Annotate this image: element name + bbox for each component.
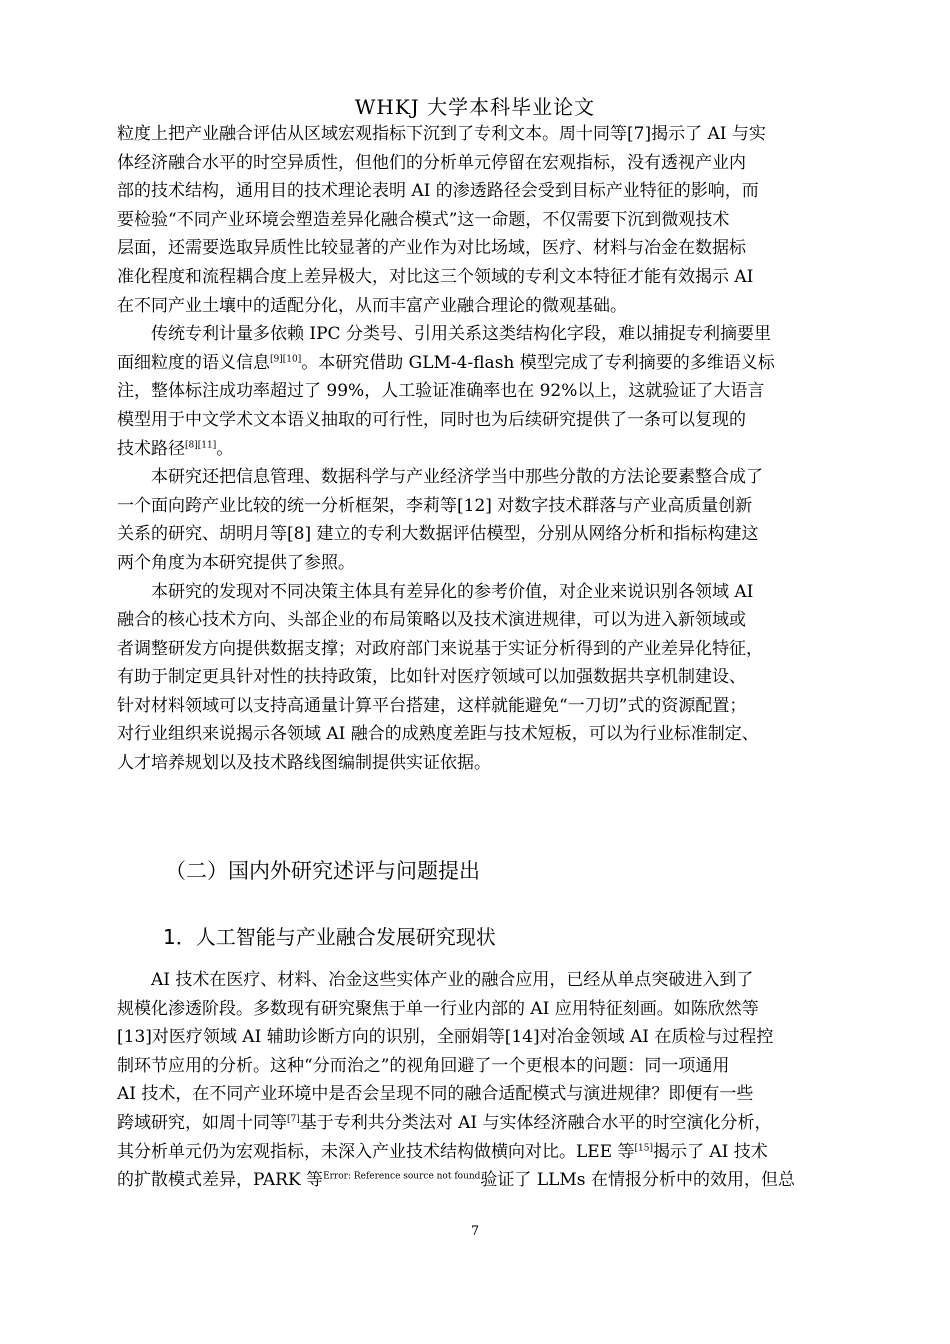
text-line: 本研究还把信息管理、数据科学与产业经济学当中那些分散的方法论要素整合成了 bbox=[151, 467, 763, 488]
text-fragment: 验证了 LLMs 在情报分析中的效用，但总 bbox=[480, 1170, 795, 1191]
text-fragment: 跨域研究，如周十同等 bbox=[117, 1112, 287, 1133]
text-line: 制环节应用的分析。这种“分而治之”的视角回避了一个更根本的问题：同一项通用 bbox=[117, 1055, 730, 1076]
text-line: 传统专利计量多依赖 IPC 分类号、引用关系这类结构化字段，难以捕捉专利摘要里 bbox=[151, 324, 771, 345]
subsection-heading: 1．人工智能与产业融合发展研究现状 bbox=[163, 925, 496, 949]
citation-superscript: [8][11] bbox=[185, 439, 217, 450]
text-line: AI 技术，在不同产业环境中是否会呈现不同的融合适配模式与演进规律？即便有一些 bbox=[117, 1084, 754, 1105]
body-text-section1 bbox=[117, 120, 837, 778]
text-line: 本研究的发现对不同决策主体具有差异化的参考价值，对企业来说识别各领域 AI bbox=[151, 581, 754, 602]
text-line: 有助于制定更具针对性的扶持政策，比如针对医疗领域可以加强数据共享机制建设、 bbox=[117, 667, 746, 688]
text-fragment: 。 bbox=[216, 438, 234, 459]
citation-superscript: Error: Reference source not found bbox=[323, 1171, 481, 1182]
text-line: 体经济融合水平的时空异质性，但他们的分析单元停留在宏观指标，没有透视产业内 bbox=[117, 152, 746, 173]
text-line: 者调整研发方向提供数据支撑；对政府部门来说基于实证分析得到的产业差异化特征， bbox=[117, 638, 763, 659]
text-line: 对行业组织来说揭示各领域 AI 融合的成熟度差距与技术短板，可以为行业标准制定、 bbox=[117, 724, 759, 745]
section-heading: （二）国内外研究述评与问题提出 bbox=[165, 859, 480, 883]
text-line: AI 技术在医疗、材料、冶金这些实体产业的融合应用，已经从单点突破进入到了 bbox=[151, 970, 754, 990]
text-fragment: 。本研究借助 GLM-4-flash 模型完成了专利摘要的多维语义标 bbox=[301, 352, 775, 373]
text-line: 融合的核心技术方向、头部企业的布局策略以及技术演进规律，可以为进入新领域或 bbox=[117, 610, 746, 631]
text-fragment: 的扩散模式差异，PARK 等 bbox=[117, 1170, 324, 1191]
body-text-section2 bbox=[117, 966, 837, 1195]
text-line: 注，整体标注成功率超过了 99%，人工验证准确率也在 92%以上，这就验证了大语言 bbox=[117, 381, 765, 402]
citation-superscript: [7] bbox=[287, 1114, 300, 1125]
text-line: 准化程度和流程耦合度上差异极大，对比这三个领域的专利文本特征才能有效揭示 AI bbox=[117, 266, 754, 287]
text-line bbox=[117, 1109, 837, 1138]
page-header: WHKJ 大学本科毕业论文 bbox=[354, 95, 596, 119]
text-line: 关系的研究、胡明月等[8] 建立的专利大数据评估模型，分别从网络分析和指标构建这 bbox=[117, 524, 759, 545]
text-fragment: 揭示了 AI 技术 bbox=[653, 1141, 768, 1162]
text-line bbox=[117, 1138, 837, 1167]
text-line: 粒度上把产业融合评估从区域宏观指标下沉到了专利文本。周十同等[7]揭示了 AI 与实 bbox=[117, 124, 766, 144]
text-line: 部的技术结构，通用目的技术理论表明 AI 的渗透路径会受到目标产业特征的影响，而 bbox=[117, 181, 759, 202]
text-fragment: 基于专利共分类法对 AI 与实体经济融合水平的时空演化分析， bbox=[299, 1112, 772, 1133]
text-line bbox=[117, 1166, 837, 1195]
text-line: 模型用于中文学术文本语义抽取的可行性，同时也为后续研究提供了一条可以复现的 bbox=[117, 409, 746, 430]
text-line bbox=[117, 435, 837, 464]
text-fragment: 其分析单元仍为宏观指标，未深入产业技术结构做横向对比。LEE 等 bbox=[117, 1141, 635, 1162]
text-fragment: 面细粒度的语义信息 bbox=[117, 352, 270, 373]
citation-superscript: [15] bbox=[634, 1142, 653, 1153]
text-line: 人才培养规划以及技术路线图编制提供实证依据。 bbox=[117, 753, 491, 774]
text-line: 两个角度为本研究提供了参照。 bbox=[117, 552, 355, 573]
text-line: [13]对医疗领域 AI 辅助诊断方向的识别，全丽娟等[14]对冶金领域 AI 在质检与过程控 bbox=[117, 1027, 774, 1048]
text-line: 针对材料领域可以支持高通量计算平台搭建，这样就能避免“一刀切”式的资源配置； bbox=[117, 695, 747, 716]
text-line: 规模化渗透阶段。多数现有研究聚焦于单一行业内部的 AI 应用特征刻画。如陈欣然等 bbox=[117, 998, 759, 1019]
text-line: 要检验“不同产业环境会塑造差异化融合模式”这一命题，不仅需要下沉到微观技术 bbox=[117, 209, 730, 230]
page-number: 7 bbox=[470, 1224, 480, 1239]
text-line: 一个面向跨产业比较的统一分析框架，李莉等[12] 对数字技术群落与产业高质量创新 bbox=[117, 495, 753, 516]
text-line bbox=[117, 349, 837, 378]
text-line: 在不同产业土壤中的适配分化，从而丰富产业融合理论的微观基础。 bbox=[117, 295, 627, 316]
text-fragment: 技术路径 bbox=[117, 438, 185, 459]
citation-superscript: [9][10] bbox=[270, 354, 302, 365]
text-line: 层面，还需要选取异质性比较显著的产业作为对比场域，医疗、材料与冶金在数据标 bbox=[117, 238, 746, 259]
